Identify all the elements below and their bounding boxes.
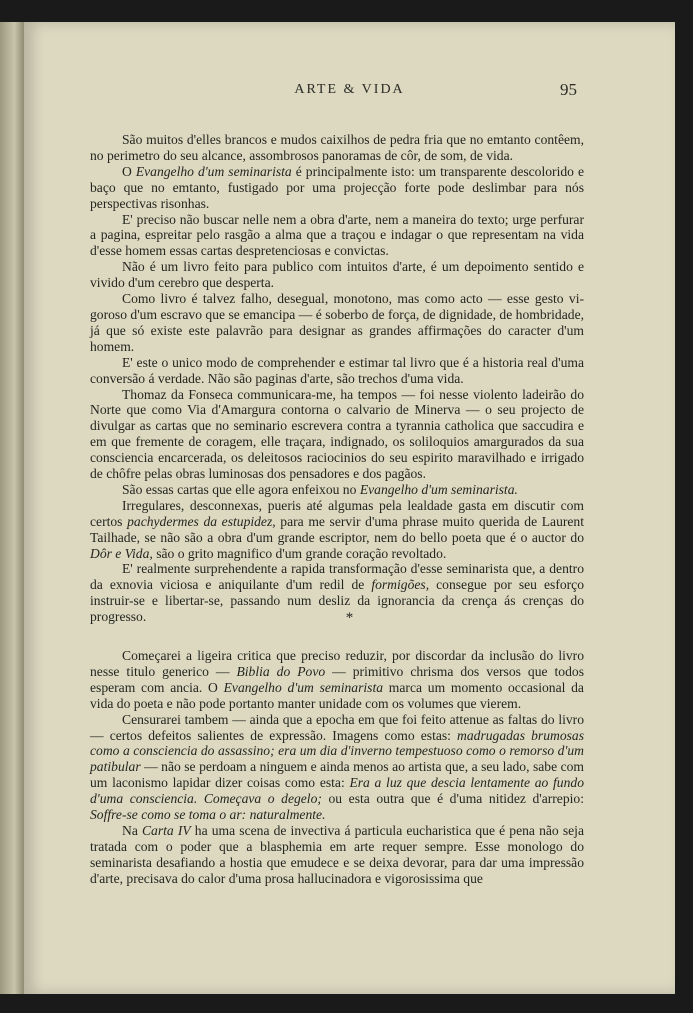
italic-text: Carta IV <box>141 822 191 838</box>
body-text-section-1 <box>90 132 584 625</box>
italic-text: Evangelho d'um seminarista. <box>359 481 518 497</box>
italic-text: formigões, <box>371 577 430 593</box>
italic-text: Dôr e Vida, <box>90 545 153 561</box>
text-run: Começarei a ligeira critica que preciso reduzir, por discordar da inclusão do livro nesse titulo generico — <box>90 648 584 679</box>
italic-text: madrugadas brumosas como a consciencia do assassino; era um dia d'inverno tempestuoso como o remorso d'um patibular <box>90 727 584 775</box>
page-header <box>24 82 675 102</box>
paragraph <box>90 648 584 712</box>
paragraph <box>90 132 584 164</box>
text-run: para me servir d'uma phrase muito querida de Laurent Tailhade, se não são a obra d'um grande escriptor, nem do bello poeta que é o auctor do <box>90 513 585 545</box>
paragraph <box>90 712 584 823</box>
italic-text: Era a luz que descia lentamente ao fundo d'uma consciencia. Começava o degelo; <box>90 775 584 807</box>
paragraph <box>90 387 584 482</box>
paragraph <box>90 212 584 260</box>
page-number: 95 <box>560 80 577 99</box>
text-run: consegue por seu esforço instruir-se e libertar-se, passando num desliz da ignorancia da crença ás crenças do progresso. <box>90 577 584 625</box>
paragraph <box>90 482 584 498</box>
text-run: O <box>122 163 136 179</box>
book-spine <box>0 22 24 994</box>
text-run: Irregulares, desconnexas, pueris até algumas pela lealdade gasta em discutir com certos <box>90 497 584 529</box>
text-run: Thomaz da Fonseca communicara-me, ha tempos — foi nesse violento ladeirão do Norte que como Via d'Amargura contorna o calvario de Minerva — o seu projecto de divulgar as cartas que no seminario escrevera contra a tyrannia catholica que saccudira e em que fremente de coragem, elle traçara, indignado, os soliloquios amargurados da sua consciencia encarcerada, os deleitosos raciocinios do seu espirito maravilhado e irrigado de chôfre pelas obras luminosas dos pensadores e dos pagãos. <box>90 386 584 482</box>
text-run: Na <box>122 822 142 838</box>
text-run: Censurarei tambem — ainda que a epocha em que foi feito attenue as faltas do livro — certos defeitos salientes de expressão. Imagens como estas: <box>90 711 584 743</box>
running-title: ARTE & VIDA <box>294 82 405 97</box>
text-run: E' preciso não buscar nelle nem a obra d'arte, nem a maneira do texto; urge perfurar a pagina, espreitar pelo rasgão a alma que a traçou e indagar o que representam na vida d'esse homem essas cartas despretenciosas e convictas. <box>90 211 584 259</box>
text-run: ha uma scena de invectiva á particula eucharistica que é pena não seja tratada com o poder que a blasphemia em arte requer sempre. Esse monologo do seminarista desafiando a hostia que emudece e se deixa devorar, para dar uma impressão d'arte, precisava do calor d'uma prosa hallucinadora e vigorosissima que <box>90 822 584 886</box>
text-run: — não se perdoam a ninguem e ainda menos ao artista que, a seu lado, sabe com um laconismo lapidar dizer coisas como esta: <box>90 759 584 791</box>
paragraph <box>90 355 584 387</box>
italic-text: pachydermes da estupidez, <box>127 513 276 529</box>
italic-text: Evangelho d'um seminarista <box>223 679 384 695</box>
text-run: são o grito magnifico d'um grande coração revoltado. <box>152 545 447 561</box>
text-run: E' este o unico modo de comprehender e estimar tal livro que é a historia real d'uma conversão á verdade. Não são paginas d'arte, são trechos d'uma vida. <box>90 354 584 386</box>
paragraph <box>90 823 584 887</box>
paragraph <box>90 291 584 355</box>
text-run: — primitivo chrisma dos versos que todos esperam com ancia. O <box>90 663 584 695</box>
paragraph <box>90 498 584 562</box>
text-run: é principalmente isto: um transparente descolorido e baço que no emtanto, fustigado por uma projecção forte pode deslimbar para nós perspectivas risonhas. <box>90 163 584 211</box>
text-run: E' realmente surprehendente a rapida transformação d'esse seminarista que, a dentro da exnovia viciosa e aniquilante d'um redil de <box>90 561 584 593</box>
paragraph <box>90 164 584 212</box>
italic-text: Soffre-se como se toma o ar: naturalmente. <box>90 807 326 823</box>
text-run: marca um momento occasional da vida do poeta e não pode portanto manter unidade com os volumes que vierem. <box>90 679 584 711</box>
text-run: Não é um livro feito para publico com intuitos d'arte, é um depoimento sentido e vivido d'um cerebro que desperta. <box>90 259 584 291</box>
section-separator: * <box>345 610 354 626</box>
text-run: São essas cartas que elle agora enfeixou no <box>122 481 360 497</box>
body-text-section-2 <box>90 648 584 887</box>
text-run: São muitos d'elles brancos e mudos caixilhos de pedra fria que no emtanto contêem, no perimetro do seu alcance, assombrosos panoramas de côr, de som, de vida. <box>90 132 584 163</box>
italic-text: Evangelho d'um seminarista <box>135 163 292 179</box>
paragraph <box>90 259 584 291</box>
book-page <box>24 22 675 994</box>
text-run: ou esta outra que é d'uma nitidez d'arrepio: <box>321 791 584 807</box>
italic-text: Biblia do Povo <box>236 663 326 679</box>
text-run: Como livro é talvez falho, desegual, monotono, mas como acto — esse gesto vigoroso d'um escravo que se emancipa — é soberbo de força, de dignidade, de hombridade, já que só existe este palavrão para designar as grandes affirmações do caracter d'um homem. <box>90 291 584 354</box>
